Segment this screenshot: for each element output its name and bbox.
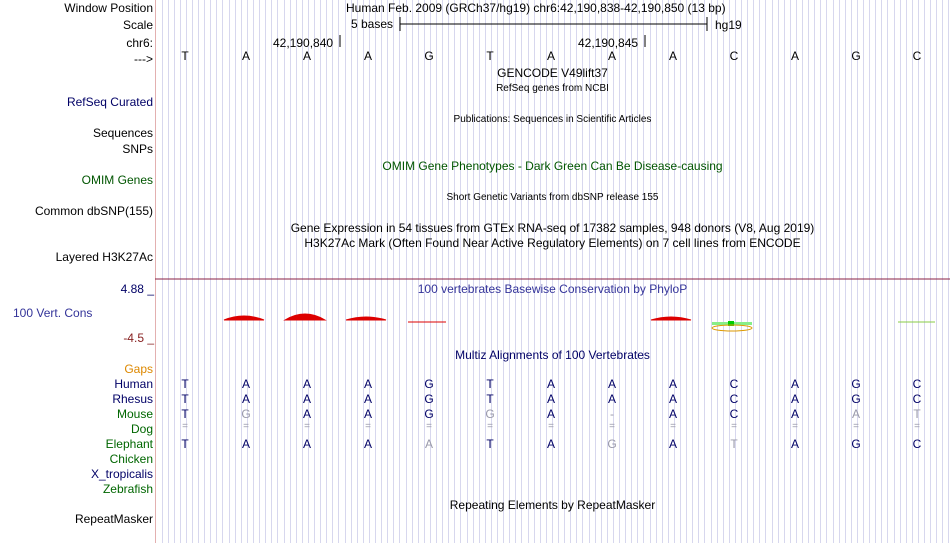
alignment-base: = [670,421,676,432]
refseq-label[interactable]: RefSeq Curated [66,95,153,109]
species-label-gaps[interactable]: Gaps [124,362,153,376]
dbsnp-title[interactable]: Short Genetic Variants from dbSNP release 155 [446,192,659,203]
sequence-base: C [729,49,739,63]
alignment-base: C [729,407,739,421]
alignment-base: T [181,437,189,451]
alignment-base: T [730,437,738,451]
alignment-base: = [365,421,371,432]
species-label-elephant[interactable]: Elephant [105,437,153,451]
gencode-title[interactable]: GENCODE V49lift37 [497,66,608,80]
alignment-base: G [424,392,434,406]
multiz-title[interactable]: Multiz Alignments of 100 Vertebrates [455,348,650,362]
phylop-min: -4.5 _ [123,331,154,345]
omim-title[interactable]: OMIM Gene Phenotypes - Dark Green Can Be Disease-causing [382,159,723,173]
alignment-base: G [851,392,861,406]
alignment-base: A [668,407,677,421]
alignment-base: T [181,392,189,406]
sequence-base: A [790,49,799,63]
species-label-human[interactable]: Human [114,377,153,391]
phylop-peaks [224,314,935,331]
alignment-base: A [607,392,616,406]
alignment-base: T [181,377,189,391]
alignment-base: A [790,392,799,406]
alignment-base: C [912,377,922,391]
alignment-base: A [302,377,311,391]
alignment-base: A [851,407,860,421]
alignment-base: A [790,377,799,391]
alignment-base: = [426,421,432,432]
alignment-base: C [912,437,922,451]
alignment-base: A [241,437,250,451]
sequence-base: A [241,49,250,63]
sequence-base: T [181,49,189,63]
phylop-label[interactable]: 100 Vert. Cons [13,306,93,320]
alignment-base: = [548,421,554,432]
sequences-label[interactable]: Sequences [92,126,153,140]
repeatmasker-label[interactable]: RepeatMasker [74,512,153,526]
alignment-base: = [609,421,615,432]
species-label-mouse[interactable]: Mouse [116,407,153,421]
alignment-base: A [546,407,555,421]
alignment-base: = [487,421,493,432]
h3k27-title[interactable]: H3K27Ac Mark (Often Found Near Active Regulatory Elements) on 7 cell lines from ENCODE [304,236,801,250]
alignment-base: A [668,392,677,406]
alignment-base: T [181,407,189,421]
strand-label: ---> [134,52,153,66]
alignment-base: A [302,392,311,406]
sequence-base: A [607,49,616,63]
alignment-base: G [851,437,861,451]
publications-title[interactable]: Publications: Sequences in Scientific Articles [453,114,652,125]
phylop-title[interactable]: 100 vertebrates Basewise Conservation by PhyloP [417,282,688,296]
alignment-base: = [914,421,920,432]
gtex-title[interactable]: Gene Expression in 54 tissues from GTEx RNA-seq of 17382 samples, 948 donors (V8, Aug 2019) [290,221,815,235]
dbsnp-label[interactable]: Common dbSNP(155) [34,204,153,218]
scale-assembly: hg19 [715,18,742,32]
sequence-base: G [424,49,434,63]
alignment-base: = [853,421,859,432]
alignment-base: A [790,437,799,451]
species-label-x_tropicalis[interactable]: X_tropicalis [90,467,153,481]
coord-1: 42,190,840 [273,36,334,50]
sequence-base: T [486,49,494,63]
alignment-base: A [607,377,616,391]
alignment-base: T [486,377,494,391]
omim-label[interactable]: OMIM Genes [81,173,153,187]
chrom-label: chr6: [126,36,153,50]
alignment-base: A [668,437,677,451]
alignment-base: G [485,407,495,421]
alignment-base: A [424,437,433,451]
sequence-base: A [363,49,372,63]
repeatmasker-title[interactable]: Repeating Elements by RepeatMasker [449,498,656,512]
species-label-chicken[interactable]: Chicken [109,452,153,466]
alignment-base: A [546,392,555,406]
sequence-base: G [851,49,861,63]
alignment-base: G [424,377,434,391]
species-label-zebrafish[interactable]: Zebrafish [102,482,153,496]
alignment-base: A [546,377,555,391]
alignment-base: C [729,392,739,406]
alignment-base: A [363,392,372,406]
phylop-max: 4.88 _ [120,282,154,296]
snps-label[interactable]: SNPs [122,142,153,156]
window-position-label: Window Position [64,1,153,15]
alignment-base: = [243,421,249,432]
alignment-base: A [302,437,311,451]
sequence-base: A [302,49,311,63]
alignment-base: G [424,407,434,421]
sequence-base: A [668,49,677,63]
alignment-base: = [792,421,798,432]
alignment-base: - [610,407,614,421]
sequence-base: C [912,49,922,63]
alignment-base: A [546,437,555,451]
alignment-base: A [363,377,372,391]
scale-label: Scale [122,18,153,32]
alignment-base: = [731,421,737,432]
alignment-base: T [486,392,494,406]
alignment-base: A [241,377,250,391]
refseq-subtitle[interactable]: RefSeq genes from NCBI [496,83,609,94]
alignment-base: G [607,437,617,451]
scale-text: 5 bases [351,17,394,31]
alignment-base: = [182,421,188,432]
species-label-rhesus[interactable]: Rhesus [112,392,153,406]
h3k27-label[interactable]: Layered H3K27Ac [55,250,153,264]
alignment-base: C [729,377,739,391]
alignment-base: A [302,407,311,421]
alignment-base: C [912,392,922,406]
alignment-base: G [851,377,861,391]
alignment-base: = [304,421,310,432]
window-position-text: Human Feb. 2009 (GRCh37/hg19) chr6:42,190,838-42,190,850 (13 bp) [346,1,726,15]
species-label-dog[interactable]: Dog [130,422,153,436]
alignment-base: G [241,407,251,421]
alignment-base: A [363,407,372,421]
alignment-base: A [790,407,799,421]
coord-2: 42,190,845 [578,36,639,50]
alignment-base: A [668,377,677,391]
alignment-base: A [241,392,250,406]
sequence-base: A [546,49,555,63]
alignment-base: A [363,437,372,451]
alignment-base: T [486,437,494,451]
alignment-base: T [913,407,921,421]
